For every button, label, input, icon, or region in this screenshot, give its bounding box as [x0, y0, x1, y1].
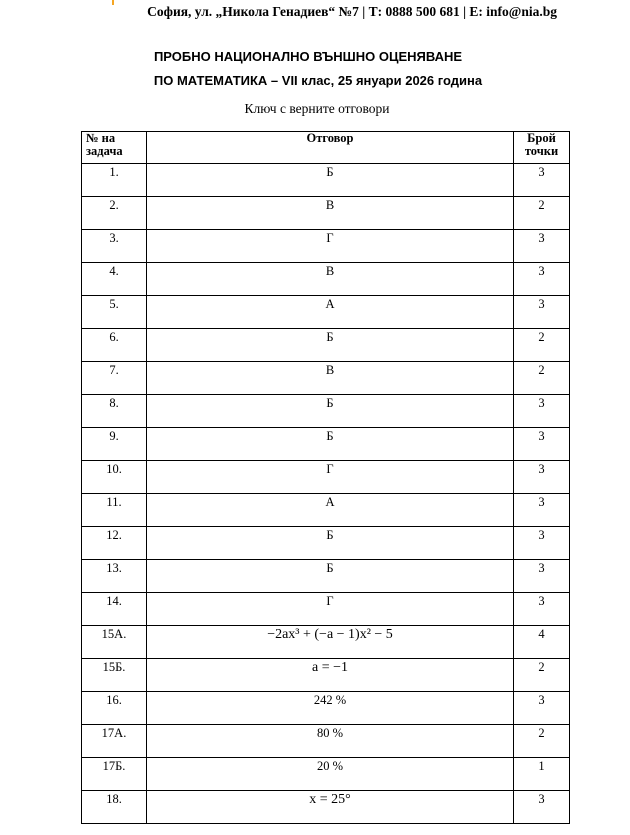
cell-task: 2. [82, 197, 147, 230]
cell-answer: Б [147, 560, 514, 593]
contact-header: София, ул. „Никола Генадиев“ №7 | Т: 0888 500 681 | E: info@nia.bg [147, 4, 557, 19]
header-task-number: № на задача [82, 132, 147, 164]
cell-answer: a = −1 [147, 659, 514, 692]
cell-answer: Б [147, 395, 514, 428]
table-row [82, 362, 570, 395]
cell-answer: 20 % [147, 758, 514, 791]
cell-answer: А [147, 296, 514, 329]
table-row [82, 527, 570, 560]
cell-task: 8. [82, 395, 147, 428]
table-row [82, 428, 570, 461]
cell-task: 4. [82, 263, 147, 296]
cell-task: 15А. [82, 626, 147, 659]
cell-task: 18. [82, 791, 147, 824]
cell-points: 3 [514, 791, 570, 824]
table-row [82, 296, 570, 329]
cell-points: 3 [514, 593, 570, 626]
table-row [82, 791, 570, 824]
cell-points: 3 [514, 296, 570, 329]
table-row [82, 692, 570, 725]
cell-answer: 242 % [147, 692, 514, 725]
table-row [82, 230, 570, 263]
answer-key-table [81, 131, 570, 824]
cell-answer: x = 25° [147, 791, 514, 824]
table-body [82, 164, 570, 824]
cell-answer: В [147, 263, 514, 296]
cell-points: 3 [514, 428, 570, 461]
cell-answer: −2ax³ + (−a − 1)x² − 5 [147, 626, 514, 659]
cell-task: 11. [82, 494, 147, 527]
cell-task: 12. [82, 527, 147, 560]
table-row [82, 560, 570, 593]
cell-points: 2 [514, 197, 570, 230]
cell-answer: Б [147, 428, 514, 461]
cell-task: 15Б. [82, 659, 147, 692]
page-title-line2: ПО МАТЕМАТИКА – VII клас, 25 януари 2026 година [153, 73, 483, 88]
table-row [82, 626, 570, 659]
cell-task: 16. [82, 692, 147, 725]
cell-points: 3 [514, 395, 570, 428]
cell-task: 13. [82, 560, 147, 593]
cell-answer: Г [147, 461, 514, 494]
cell-task: 9. [82, 428, 147, 461]
page-title-line1: ПРОБНО НАЦИОНАЛНО ВЪНШНО ОЦЕНЯВАНЕ [153, 49, 463, 64]
cell-points: 4 [514, 626, 570, 659]
table-row [82, 197, 570, 230]
cell-answer: Б [147, 527, 514, 560]
table-row [82, 329, 570, 362]
cell-points: 3 [514, 692, 570, 725]
cell-points: 3 [514, 164, 570, 197]
cell-task: 17А. [82, 725, 147, 758]
table-row [82, 461, 570, 494]
cell-answer: Г [147, 593, 514, 626]
cell-points: 3 [514, 560, 570, 593]
table-row [82, 494, 570, 527]
cell-points: 2 [514, 329, 570, 362]
cell-task: 7. [82, 362, 147, 395]
cell-points: 3 [514, 263, 570, 296]
table-row [82, 593, 570, 626]
table-row [82, 263, 570, 296]
page-subtitle: Ключ с верните отговори [244, 101, 390, 116]
table-header-row [82, 132, 570, 164]
header-points: Брой точки [514, 132, 570, 164]
cell-answer: Б [147, 164, 514, 197]
cell-points: 1 [514, 758, 570, 791]
cell-task: 5. [82, 296, 147, 329]
cell-points: 3 [514, 527, 570, 560]
cell-task: 6. [82, 329, 147, 362]
cell-answer: 80 % [147, 725, 514, 758]
table-row [82, 725, 570, 758]
cell-task: 10. [82, 461, 147, 494]
cell-points: 3 [514, 494, 570, 527]
cell-task: 1. [82, 164, 147, 197]
cell-task: 17Б. [82, 758, 147, 791]
cell-answer: Б [147, 329, 514, 362]
table-row [82, 395, 570, 428]
table-row [82, 164, 570, 197]
cell-task: 3. [82, 230, 147, 263]
cell-points: 3 [514, 230, 570, 263]
cell-answer: В [147, 362, 514, 395]
cell-points: 2 [514, 659, 570, 692]
cell-points: 2 [514, 725, 570, 758]
cell-answer: Г [147, 230, 514, 263]
table-row [82, 758, 570, 791]
cell-answer: В [147, 197, 514, 230]
header-answer: Отговор [147, 132, 514, 164]
cell-answer: А [147, 494, 514, 527]
cell-task: 14. [82, 593, 147, 626]
cell-points: 3 [514, 461, 570, 494]
table-row [82, 659, 570, 692]
cell-points: 2 [514, 362, 570, 395]
